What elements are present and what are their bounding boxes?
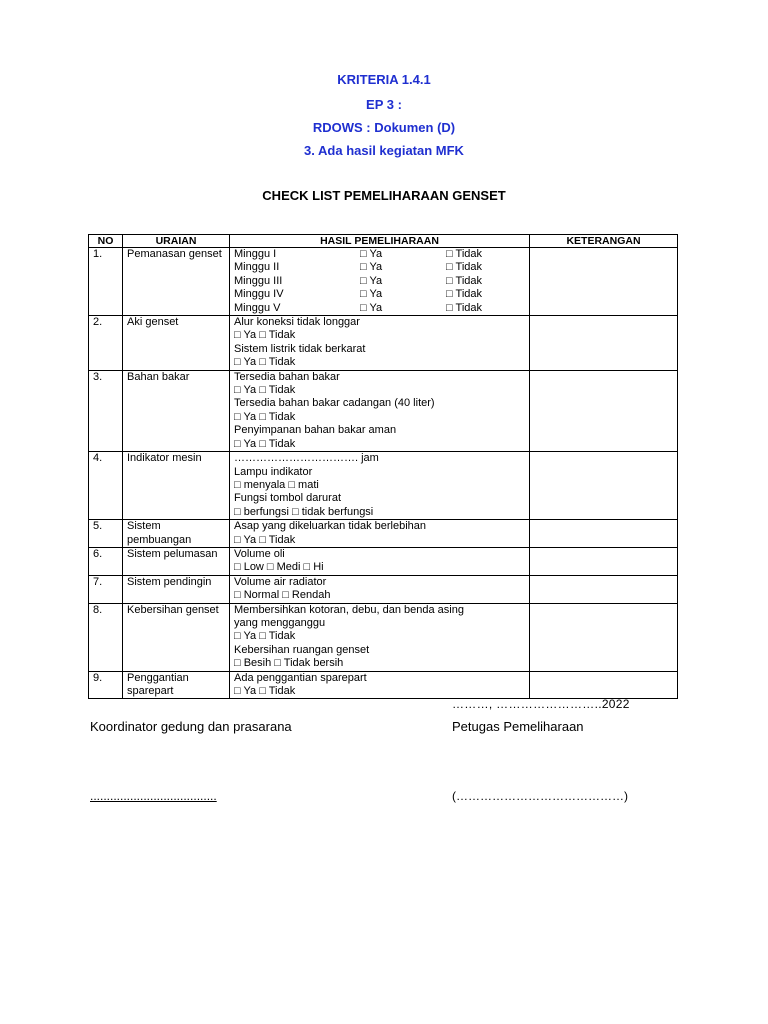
row-number: 2.	[89, 316, 123, 371]
table-row	[89, 575, 678, 603]
check-item: Membersihkan kotoran, debu, dan benda asing	[234, 603, 464, 616]
checkbox-tidak[interactable]: □ Tidak	[446, 274, 482, 287]
row-hasil	[230, 520, 530, 548]
row-uraian: Penggantian sparepart	[123, 671, 230, 699]
row-number: 5.	[89, 520, 123, 548]
col-header-no: NO	[89, 235, 123, 248]
row-number: 7.	[89, 575, 123, 603]
row-keterangan[interactable]	[530, 575, 678, 603]
checklist-table	[88, 234, 678, 699]
row-uraian: Kebersihan genset	[123, 603, 230, 671]
checkbox-options[interactable]: □ Ya □ Tidak	[234, 533, 296, 546]
row-number: 8.	[89, 603, 123, 671]
check-item: Fungsi tombol darurat	[234, 492, 341, 505]
table-row	[89, 316, 678, 371]
week-line	[234, 302, 525, 315]
check-item: Volume air radiator	[234, 575, 327, 588]
week-line	[234, 248, 525, 261]
row-hasil	[230, 547, 530, 575]
week-line	[234, 261, 525, 274]
row-hasil	[230, 575, 530, 603]
checkbox-options[interactable]: □ Normal □ Rendah	[234, 589, 331, 602]
rdows-heading: RDOWS : Dokumen (D)	[312, 120, 456, 135]
row-number: 1.	[89, 248, 123, 316]
row-hasil	[230, 316, 530, 371]
ep-heading: EP 3 :	[366, 97, 402, 112]
row-keterangan[interactable]	[530, 452, 678, 520]
row-keterangan[interactable]	[530, 671, 678, 699]
officer-role-label: Petugas Pemeliharaan	[452, 719, 584, 734]
checkbox-options[interactable]: □ Besih □ Tidak bersih	[234, 657, 344, 670]
row-keterangan[interactable]	[530, 370, 678, 451]
row-uraian: Pemanasan genset	[123, 248, 230, 316]
week-label: Minggu I	[234, 248, 277, 260]
checkbox-options[interactable]: □ Ya □ Tidak	[234, 356, 296, 369]
row-uraian: Aki genset	[123, 316, 230, 371]
row-hasil	[230, 452, 530, 520]
checkbox-options[interactable]: □ Ya □ Tidak	[234, 437, 296, 450]
coordinator-role-label: Koordinator gedung dan prasarana	[90, 719, 292, 734]
criteria-heading: KRITERIA 1.4.1	[337, 72, 431, 87]
checkbox-options[interactable]: □ Ya □ Tidak	[234, 685, 296, 697]
row-number: 9.	[89, 671, 123, 699]
checkbox-options[interactable]: □ Low □ Medi □ Hi	[234, 561, 324, 574]
check-item: yang mengganggu	[234, 616, 326, 629]
checkbox-options[interactable]: □ Ya □ Tidak	[234, 329, 296, 342]
table-row	[89, 370, 678, 451]
check-item: Ada penggantian sparepart	[234, 671, 367, 684]
row-number: 3.	[89, 370, 123, 451]
checkbox-options[interactable]: □ berfungsi □ tidak berfungsi	[234, 505, 374, 518]
row-uraian: Sistem pendingin	[123, 575, 230, 603]
check-item: Asap yang dikeluarkan tidak berlebihan	[234, 520, 427, 533]
checkbox-ya[interactable]: □ Ya	[360, 288, 383, 301]
row-number: 6.	[89, 547, 123, 575]
checkbox-tidak[interactable]: □ Tidak	[446, 301, 482, 314]
checkbox-tidak[interactable]: □ Tidak	[446, 288, 482, 301]
week-line	[234, 275, 525, 288]
table-row	[89, 547, 678, 575]
row-uraian: Indikator mesin	[123, 452, 230, 520]
check-item: Volume oli	[234, 547, 285, 560]
row-keterangan[interactable]	[530, 520, 678, 548]
hours-field[interactable]: ……………………………. jam	[234, 452, 379, 465]
week-label: Minggu IV	[234, 288, 284, 301]
checkbox-ya[interactable]: □ Ya	[360, 274, 383, 287]
col-header-uraian: URAIAN	[123, 235, 230, 248]
officer-signature-line[interactable]: (……………………………………)	[452, 789, 628, 803]
checkbox-options[interactable]: □ Ya □ Tidak	[234, 630, 296, 643]
coordinator-signature-line[interactable]: ......................................	[90, 789, 217, 803]
col-header-hasil: HASIL PEMELIHARAAN	[230, 235, 530, 248]
checkbox-ya[interactable]: □ Ya	[360, 248, 383, 260]
col-header-keterangan: KETERANGAN	[530, 235, 678, 248]
row-keterangan[interactable]	[530, 547, 678, 575]
document-title: CHECK LIST PEMELIHARAAN GENSET	[262, 188, 506, 203]
table-row	[89, 603, 678, 671]
row-uraian: Sistem pembuangan	[123, 520, 230, 548]
checkbox-ya[interactable]: □ Ya	[360, 261, 383, 274]
table-header-row	[89, 235, 678, 248]
checkbox-tidak[interactable]: □ Tidak	[446, 261, 482, 274]
table-row	[89, 671, 678, 699]
checkbox-ya[interactable]: □ Ya	[360, 301, 383, 314]
check-item: Lampu indikator	[234, 465, 313, 478]
checkbox-options[interactable]: □ Ya □ Tidak	[234, 410, 296, 423]
row-hasil	[230, 248, 530, 316]
checkbox-options[interactable]: □ Ya □ Tidak	[234, 384, 296, 397]
date-field[interactable]: ………, ……………………..2022	[452, 697, 630, 711]
table-row	[89, 452, 678, 520]
row-hasil	[230, 370, 530, 451]
check-item: Sistem listrik tidak berkarat	[234, 342, 366, 355]
check-item: Alur koneksi tidak longgar	[234, 316, 360, 329]
check-item: Penyimpanan bahan bakar aman	[234, 424, 397, 437]
row-uraian: Bahan bakar	[123, 370, 230, 451]
row-keterangan[interactable]	[530, 248, 678, 316]
row-hasil	[230, 671, 530, 699]
week-label: Minggu II	[234, 261, 280, 274]
row-keterangan[interactable]	[530, 603, 678, 671]
row-hasil	[230, 603, 530, 671]
table-row	[89, 520, 678, 548]
row-keterangan[interactable]	[530, 316, 678, 371]
check-item: Tersedia bahan bakar cadangan (40 liter)	[234, 397, 435, 410]
checkbox-tidak[interactable]: □ Tidak	[446, 248, 482, 260]
table-row	[89, 248, 678, 316]
check-item: Kebersihan ruangan genset	[234, 643, 370, 656]
check-item: Tersedia bahan bakar	[234, 370, 340, 383]
week-line	[234, 288, 525, 301]
row-uraian: Sistem pelumasan	[123, 547, 230, 575]
week-label: Minggu V	[234, 301, 281, 314]
checkbox-options[interactable]: □ menyala □ mati	[234, 478, 319, 491]
mfk-heading: 3. Ada hasil kegiatan MFK	[304, 143, 464, 158]
week-label: Minggu III	[234, 274, 283, 287]
row-number: 4.	[89, 452, 123, 520]
